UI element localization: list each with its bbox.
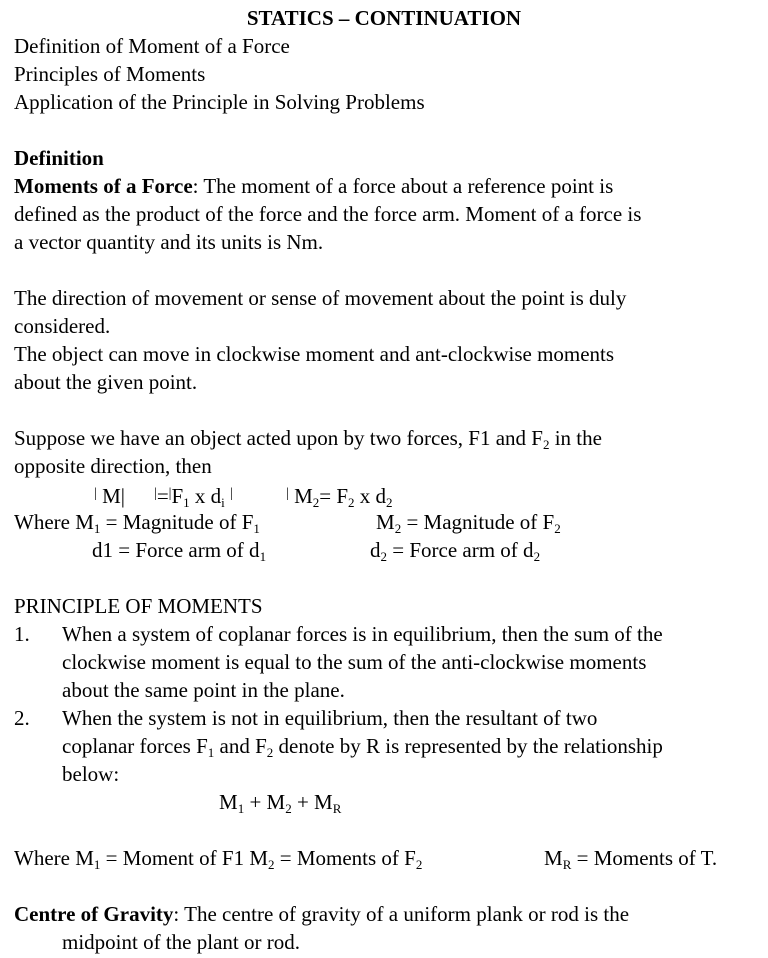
direction-line: considered. [14,314,111,338]
definition-term: Moments of a Force [14,174,193,198]
where-row-1 [14,508,758,536]
page-title: STATICS – CONTINUATION [246,6,522,30]
document-page [14,4,758,956]
direction-line: about the given point. [14,370,198,394]
suppose-line: Suppose we have an object acted upon by two forces, F1 and $F_2$ in the [14,426,602,452]
formula-m2: | $M_2= F_2$ x $d_2$ [286,484,393,510]
where-row-3 [14,844,758,872]
definition-line: Moments of a Force: The moment of a force about a reference point is [14,174,614,198]
spacer [14,256,758,284]
direction-line: The object can move in clockwise moment and ant-clockwise moments [14,342,615,366]
formula-f1: $^|=^|F_1$ x $d_i$ | [154,484,233,510]
principle-item-2: 2. When the system is not in equilibrium, then the resultant of two coplanar forces $F_1$ and $F_2$ denote by R is represented by the relationship below: [14,706,663,786]
definition-line: a vector quantity and its units is Nm. [14,230,324,254]
where-moment-t: $M_R$ = Moments of T. [544,846,718,872]
topic-item: Application of the Principle in Solving Problems [14,90,425,114]
principle-heading: PRINCIPLE OF MOMENTS [14,594,263,618]
moment-formula [14,480,758,508]
spacer [14,116,758,144]
definition-heading: Definition [14,146,104,170]
topic-item: Definition of Moment of a Force [14,34,290,58]
direction-line: The direction of movement or sense of movement about the point is duly [14,286,627,310]
definition-line: defined as the product of the force and the force arm. Moment of a force is [14,202,642,226]
cog-line: midpoint of the plant or rod. [62,930,300,954]
where-force-arm-d1: d1 = Force arm of $d_1$ [92,538,267,564]
where-row-2 [14,536,758,564]
resultant-equation: $M_1 + M_2 + M_R$ [219,790,342,816]
spacer [14,816,758,844]
suppose-line: opposite direction, then [14,454,212,478]
principle-item-1: 1. When a system of coplanar forces is in equilibrium, then the sum of the clockwise moment is equal to the sum of the anti-clockwise moments about the same point in the plane. [14,622,663,702]
where-moment-f1-f2: Where $M_1$ = Moment of F1 $M_2$ = Moments of $F_2$ [14,846,423,872]
spacer [14,396,758,424]
cog-line: Centre of Gravity: The centre of gravity of a uniform plank or rod is the [14,902,630,926]
cog-term: Centre of Gravity [14,902,174,926]
topic-item: Principles of Moments [14,62,206,86]
spacer [14,872,758,900]
formula-m1: | M| [94,484,125,508]
where-force-arm-d2: $d_2$ = Force arm of $d_2$ [370,538,541,564]
spacer [14,564,758,592]
where-magnitude-f1: Where $M_1$ = Magnitude of $F_1$ [14,510,260,536]
where-magnitude-f2: $M_2$ = Magnitude of $F_2$ [376,510,561,536]
